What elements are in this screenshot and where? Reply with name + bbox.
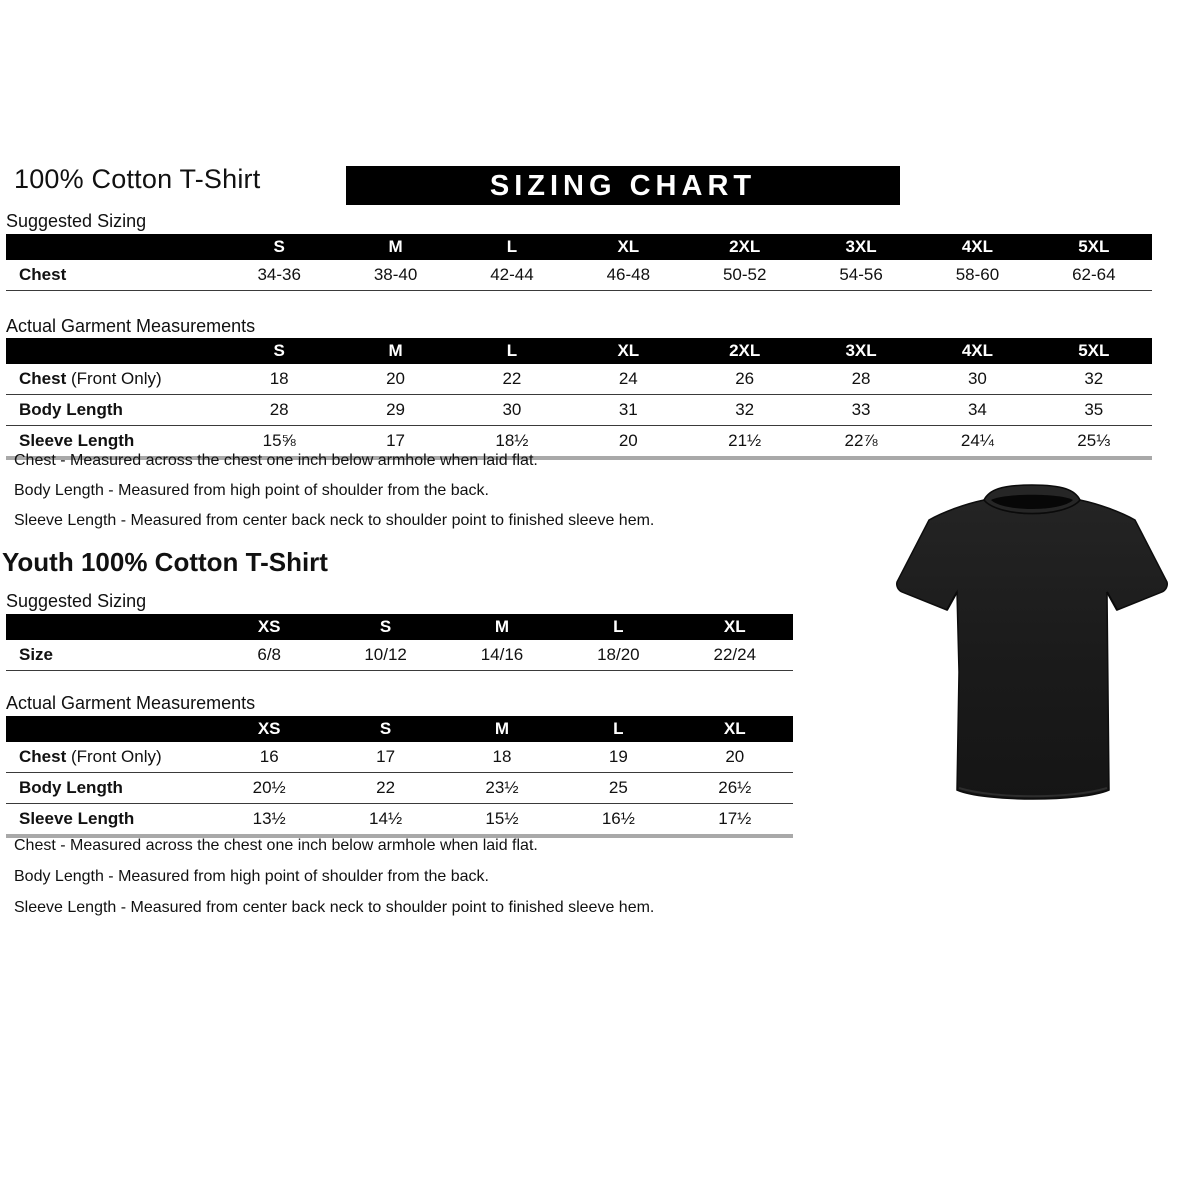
adult-suggested-sizing-table: [6, 234, 1152, 291]
row-label-cell: [6, 260, 221, 291]
size-column-header: 4XL: [919, 338, 1035, 364]
youth-measurement-notes: [14, 837, 654, 930]
tshirt-image: [885, 472, 1180, 817]
measurement-cell: 32: [687, 395, 803, 426]
table-row: [6, 742, 793, 773]
size-column-header: S: [327, 614, 443, 640]
measurement-cell: 28: [221, 395, 337, 426]
row-label-suffix: (Front Only): [66, 747, 162, 766]
measurement-cell: 15⅝: [262, 431, 296, 450]
table-header-row: [6, 716, 793, 742]
youth-actual-measurements-table: [6, 716, 793, 838]
measurement-cell: 24: [570, 364, 686, 395]
measurement-cell: 18/20: [560, 640, 676, 671]
measurement-cell: 30: [919, 364, 1035, 395]
note-chest: Chest - Measured across the chest one inch below armhole when laid flat.: [14, 452, 538, 469]
measurement-cell: 54-56: [803, 260, 919, 291]
measurement-cell: 20½: [211, 773, 327, 804]
size-column-header: L: [454, 234, 570, 260]
measurement-cell: 62-64: [1036, 260, 1152, 291]
row-label-suffix: (Front Only): [66, 369, 162, 388]
measurement-cell: 21½: [728, 431, 762, 450]
table-header-row: [6, 338, 1152, 364]
size-column-header: S: [221, 338, 337, 364]
page-title: 100% Cotton T-Shirt: [14, 164, 261, 194]
size-column-header: 5XL: [1036, 338, 1152, 364]
row-label-cell: [6, 364, 221, 395]
measurement-cell: 18½: [495, 431, 529, 450]
table-row: [6, 640, 793, 671]
sizing-chart-banner: SIZING CHART: [346, 166, 900, 205]
table-row: [6, 260, 1152, 291]
measurement-cell: 22/24: [677, 640, 793, 671]
size-column-header: 2XL: [687, 234, 803, 260]
row-label-cell: [6, 395, 221, 426]
row-label-cell: [6, 804, 211, 837]
size-column-header: 3XL: [803, 338, 919, 364]
adult-suggested-sizing-label: Suggested Sizing: [6, 211, 147, 231]
note-chest: Chest - Measured across the chest one inch below armhole when laid flat.: [14, 837, 538, 854]
measurement-cell: 17: [386, 431, 406, 450]
measurement-cell: 18: [221, 364, 337, 395]
measurement-cell: 50-52: [687, 260, 803, 291]
size-column-header: XS: [211, 614, 327, 640]
measurement-cell: 58-60: [919, 260, 1035, 291]
size-column-header: XS: [211, 716, 327, 742]
size-column-header: M: [337, 234, 453, 260]
measurement-cell: 19: [560, 742, 676, 773]
measurement-cell: 22⅞: [844, 431, 878, 450]
label-column-header: [6, 234, 221, 260]
row-label: Sleeve Length: [19, 431, 135, 450]
measurement-cell: 34: [919, 395, 1035, 426]
measurement-cell: 25: [560, 773, 676, 804]
table-header-row: [6, 234, 1152, 260]
measurement-cell: 15½: [485, 809, 519, 828]
measurement-cell: 20: [337, 364, 453, 395]
size-column-header: 4XL: [919, 234, 1035, 260]
table-header-row: [6, 614, 793, 640]
label-column-header: [6, 614, 211, 640]
measurement-cell: 28: [803, 364, 919, 395]
size-column-header: M: [337, 338, 453, 364]
adult-actual-measurements-table: [6, 338, 1152, 460]
row-label: Chest: [19, 747, 67, 766]
size-column-header: XL: [677, 614, 793, 640]
label-column-header: [6, 716, 211, 742]
measurement-cell: 26½: [677, 773, 793, 804]
adult-measurement-notes: [14, 452, 654, 542]
measurement-cell: 30: [454, 395, 570, 426]
row-label: Chest: [19, 369, 67, 388]
measurement-cell: 29: [337, 395, 453, 426]
size-column-header: M: [444, 614, 560, 640]
measurement-cell: 18: [444, 742, 560, 773]
note-body-length: Body Length - Measured from high point of shoulder from the back.: [14, 868, 489, 885]
measurement-cell: 23½: [444, 773, 560, 804]
row-label-cell: [6, 773, 211, 804]
measurement-cell: 24¼: [960, 431, 994, 450]
measurement-cell: 46-48: [570, 260, 686, 291]
table-row: [6, 395, 1152, 426]
row-label: Body Length: [19, 400, 123, 419]
measurement-cell: 31: [570, 395, 686, 426]
size-column-header: M: [444, 716, 560, 742]
table-row: [6, 364, 1152, 395]
youth-actual-measurements-label: Actual Garment Measurements: [6, 693, 256, 713]
size-column-header: 3XL: [803, 234, 919, 260]
measurement-cell: 34-36: [221, 260, 337, 291]
row-label: Size: [19, 645, 54, 664]
measurement-cell: 26: [687, 364, 803, 395]
table-row: [6, 773, 793, 804]
size-column-header: 2XL: [687, 338, 803, 364]
measurement-cell: 14½: [369, 809, 403, 828]
youth-suggested-sizing-label: Suggested Sizing: [6, 591, 147, 611]
tshirt-icon: [885, 472, 1180, 817]
row-label-cell: [6, 742, 211, 773]
measurement-cell: 35: [1036, 395, 1152, 426]
size-column-header: L: [560, 716, 676, 742]
measurement-cell: 17: [327, 742, 443, 773]
measurement-cell: 22: [454, 364, 570, 395]
measurement-cell: 6/8: [211, 640, 327, 671]
row-label: Body Length: [19, 778, 123, 797]
measurement-cell: 14/16: [444, 640, 560, 671]
measurement-cell: 32: [1036, 364, 1152, 395]
note-sleeve-length: Sleeve Length - Measured from center back neck to shoulder point to finished sleeve hem.: [14, 512, 655, 529]
youth-suggested-sizing-table: [6, 614, 793, 671]
measurement-cell: 33: [803, 395, 919, 426]
row-label: Chest: [19, 265, 67, 284]
size-column-header: 5XL: [1036, 234, 1152, 260]
measurement-cell: 10/12: [327, 640, 443, 671]
measurement-cell: 42-44: [454, 260, 570, 291]
measurement-cell: 22: [327, 773, 443, 804]
size-column-header: L: [454, 338, 570, 364]
label-column-header: [6, 338, 221, 364]
size-column-header: XL: [677, 716, 793, 742]
size-column-header: L: [560, 614, 676, 640]
measurement-cell: 20: [677, 742, 793, 773]
table-row: [6, 804, 793, 837]
size-column-header: S: [327, 716, 443, 742]
size-column-header: S: [221, 234, 337, 260]
measurement-cell: 13½: [252, 809, 286, 828]
size-column-header: XL: [570, 338, 686, 364]
youth-section-title: Youth 100% Cotton T-Shirt: [2, 547, 328, 577]
measurement-cell: 38-40: [337, 260, 453, 291]
note-sleeve-length: Sleeve Length - Measured from center back neck to shoulder point to finished sleeve hem.: [14, 899, 655, 916]
measurement-cell: 25⅓: [1077, 431, 1111, 450]
measurement-cell: 16: [211, 742, 327, 773]
row-label: Sleeve Length: [19, 809, 135, 828]
row-label-cell: [6, 640, 211, 671]
measurement-cell: 20: [618, 431, 638, 450]
note-body-length: Body Length - Measured from high point of shoulder from the back.: [14, 482, 489, 499]
adult-actual-measurements-label: Actual Garment Measurements: [6, 316, 256, 336]
size-column-header: XL: [570, 234, 686, 260]
measurement-cell: 16½: [601, 809, 635, 828]
measurement-cell: 17½: [718, 809, 752, 828]
